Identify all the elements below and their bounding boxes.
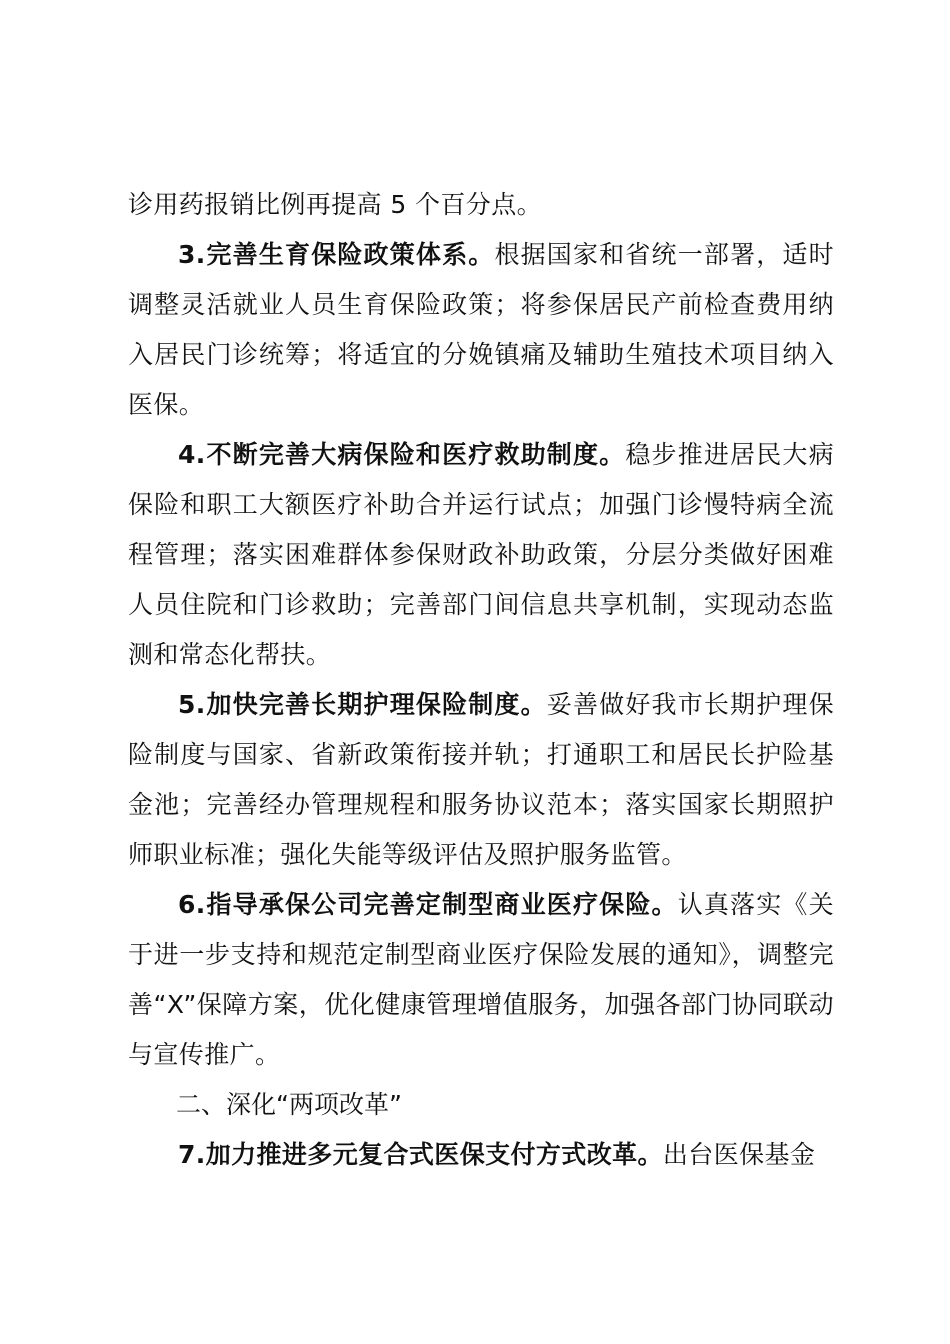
- paragraph-continuation: [128, 180, 834, 230]
- paragraph-heading: 7.加力推进多元复合式医保支付方式改革。: [178, 1140, 663, 1169]
- paragraph-heading: 4.不断完善大病保险和医疗救助制度。: [178, 440, 626, 469]
- paragraph-heading: 6.指导承保公司完善定制型商业医疗保险。: [178, 890, 678, 919]
- paragraph-text: 认真落实《关于进一步支持和规范定制型商业医疗保险发展的通知》，调整完善“X”保障方案，优化健康管理增值服务，加强各部门协同联动与宣传推广。: [128, 890, 834, 1069]
- paragraph-item-4: [128, 430, 834, 680]
- paragraph-text: 出台医保基金: [662, 1140, 816, 1169]
- paragraph-item-5: [128, 680, 834, 880]
- paragraph-heading: 5.加快完善长期护理保险制度。: [178, 690, 547, 719]
- paragraph-item-6: [128, 880, 834, 1080]
- paragraph-heading: 3.完善生育保险政策体系。: [178, 240, 495, 269]
- paragraph-item-3: [128, 230, 834, 430]
- document-body: [128, 180, 834, 1180]
- paragraph-text: 诊用药报销比例再提高 5 个百分点。: [128, 190, 543, 219]
- paragraph-text: 根据国家和省统一部署，适时调整灵活就业人员生育保险政策；将参保居民产前检查费用纳入居民门诊统筹；将适宜的分娩镇痛及辅助生殖技术项目纳入医保。: [128, 240, 835, 419]
- paragraph-text: 稳步推进居民大病保险和职工大额医疗补助合并运行试点；加强门诊慢特病全流程管理；落实困难群体参保财政补助政策，分层分类做好困难人员住院和门诊救助；完善部门间信息共享机制，实现动态监测和常态化帮扶。: [128, 440, 834, 669]
- paragraph-text: 妥善做好我市长期护理保险制度与国家、省新政策衔接并轨；打通职工和居民长护险基金池；完善经办管理规程和服务协议范本；落实国家长期照护师职业标准；强化失能等级评估及照护服务监管。: [128, 690, 834, 869]
- section-title: 二、深化“两项改革”: [176, 1090, 402, 1119]
- paragraph-item-7: [128, 1130, 834, 1180]
